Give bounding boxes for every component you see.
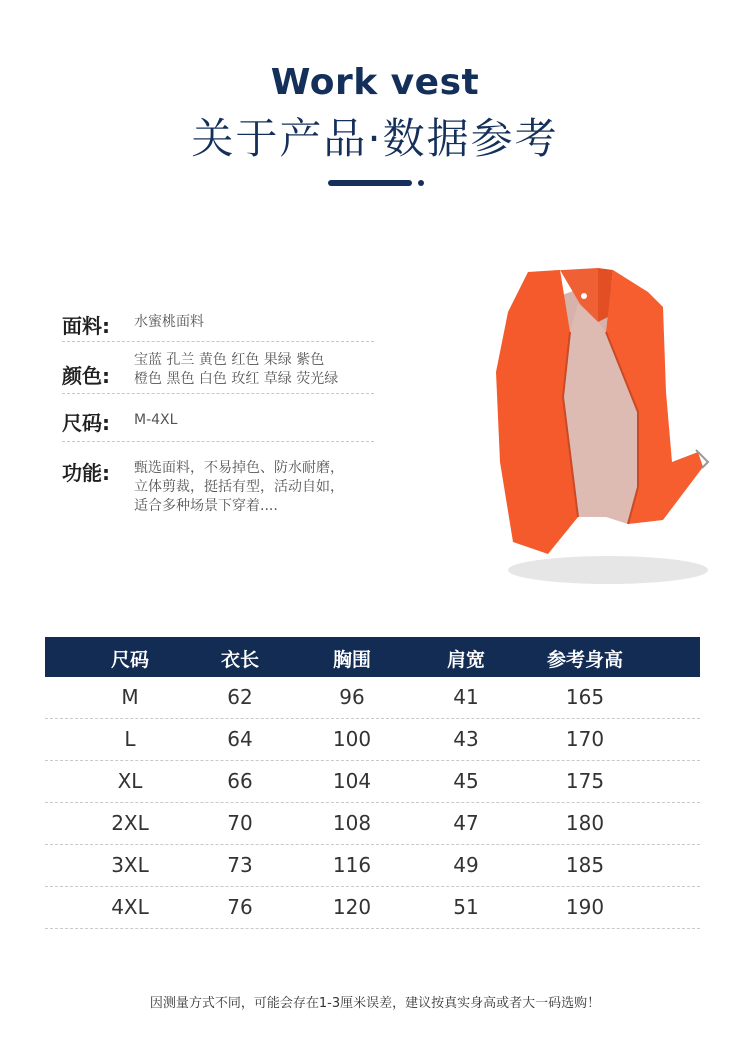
- feature-line: 甄选面料，不易掉色、防水耐磨，: [134, 460, 344, 476]
- size-label: 尺码:: [62, 411, 110, 435]
- cell-shoulder: 43: [453, 727, 479, 751]
- cell-size: L: [124, 727, 136, 751]
- feature-line: 适合多种场景下穿着....: [134, 498, 278, 514]
- title-underline-dot: [418, 180, 424, 186]
- cell-chest: 116: [332, 853, 372, 877]
- cell-height: 180: [565, 811, 605, 835]
- cell-length: 76: [227, 895, 253, 919]
- cell-shoulder: 49: [453, 853, 479, 877]
- cell-height: 165: [565, 685, 605, 709]
- cell-length: 64: [227, 727, 253, 751]
- cell-height: 175: [565, 769, 605, 793]
- cell-height: 185: [565, 853, 605, 877]
- divider: [62, 393, 374, 394]
- cell-length: 62: [227, 685, 253, 709]
- cell-chest: 100: [332, 727, 372, 751]
- cell-shoulder: 41: [453, 685, 479, 709]
- cell-shoulder: 51: [453, 895, 479, 919]
- table-row: [45, 677, 700, 719]
- feature-label: 功能:: [62, 461, 110, 485]
- table-row: [45, 803, 700, 845]
- title-chinese: 关于产品·数据参考: [191, 114, 559, 163]
- cell-chest: 120: [332, 895, 372, 919]
- size-table: [45, 637, 700, 929]
- color-line: 宝蓝 孔兰 黄色 红色 果绿 紫色: [134, 352, 325, 368]
- size-value: M-4XL: [134, 412, 178, 428]
- header-length: 衣长: [220, 649, 260, 671]
- feature-values: [134, 459, 344, 516]
- color-label: 颜色:: [62, 364, 110, 388]
- cell-length: 70: [227, 811, 253, 835]
- cell-height: 190: [565, 895, 605, 919]
- color-line: 橙色 黑色 白色 玫红 草绿 荧光绿: [134, 371, 339, 387]
- measurement-footnote: 因测量方式不同，可能会存在1-3厘米误差，建议按真实身高或者大一码选购！: [149, 996, 601, 1011]
- cell-height: 170: [565, 727, 605, 751]
- cell-chest: 108: [332, 811, 372, 835]
- fabric-value: 水蜜桃面料: [134, 314, 204, 330]
- title-underline: [328, 180, 412, 186]
- orange-vest-photo: [488, 262, 718, 592]
- cell-size: 2XL: [111, 811, 149, 835]
- title-english: Work vest: [270, 62, 480, 103]
- cell-length: 73: [227, 853, 253, 877]
- cell-shoulder: 45: [453, 769, 479, 793]
- cell-length: 66: [227, 769, 253, 793]
- feature-line: 立体剪裁，挺括有型，活动自如，: [134, 479, 344, 495]
- cell-size: 3XL: [111, 853, 149, 877]
- table-row: [45, 719, 700, 761]
- header-shoulder: 肩宽: [446, 649, 486, 671]
- header-size: 尺码: [110, 649, 150, 671]
- table-row: [45, 845, 700, 887]
- header-chest: 胸围: [332, 649, 372, 671]
- cell-size: 4XL: [111, 895, 149, 919]
- cell-shoulder: 47: [453, 811, 479, 835]
- divider: [62, 441, 374, 442]
- divider: [62, 341, 374, 342]
- header-height: 参考身高: [546, 649, 624, 671]
- fabric-label: 面料:: [62, 314, 110, 338]
- cell-chest: 96: [339, 685, 365, 709]
- table-header: [45, 637, 700, 677]
- table-row: [45, 761, 700, 803]
- cell-size: XL: [117, 769, 143, 793]
- table-row: [45, 887, 700, 929]
- color-values: [134, 351, 338, 389]
- cell-chest: 104: [332, 769, 372, 793]
- cell-size: M: [121, 685, 139, 709]
